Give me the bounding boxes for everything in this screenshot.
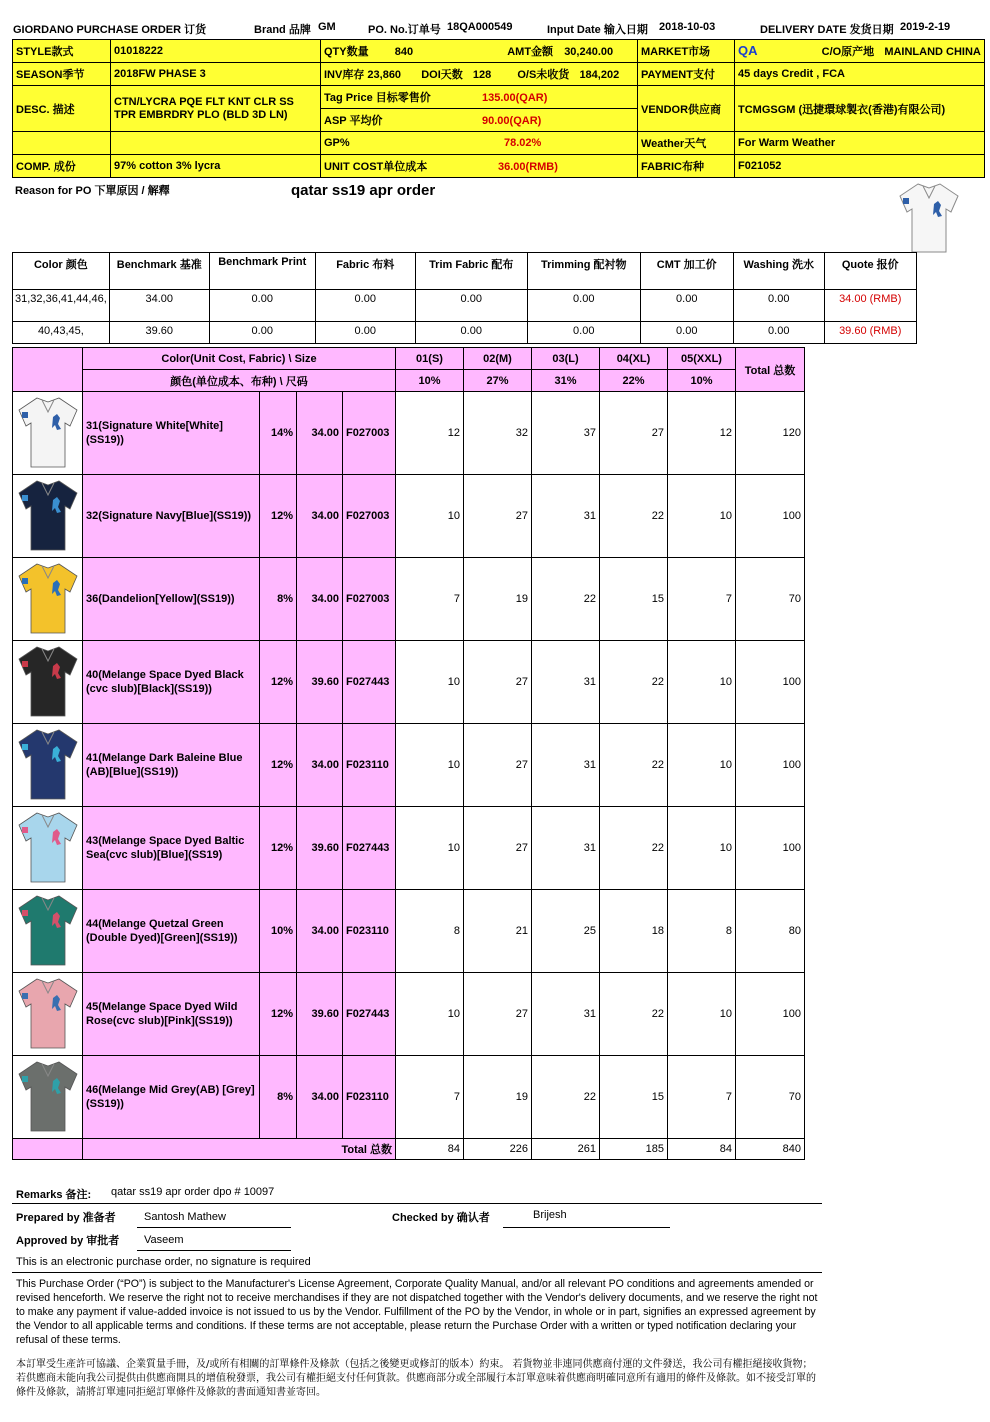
cost-value-cell: 0.00 bbox=[209, 290, 315, 322]
cost-column-header: Benchmark 基准 bbox=[109, 253, 209, 290]
size-total: 84 bbox=[396, 1139, 464, 1160]
payment-value: 45 days Credit , FCA bbox=[735, 63, 985, 86]
size-header: 03(L) bbox=[532, 348, 600, 370]
size-header: 04(XL) bbox=[600, 348, 668, 370]
empty-cell bbox=[111, 132, 321, 155]
fabric-code: F027003 bbox=[343, 475, 396, 558]
size-quantity: 12 bbox=[396, 392, 464, 475]
row-total: 70 bbox=[736, 1056, 805, 1139]
inv-cell bbox=[321, 63, 638, 86]
size-quantity: 22 bbox=[600, 724, 668, 807]
vendor-value: TCMGSGM (迅捷環球製衣(香港)有限公司) bbox=[735, 86, 985, 132]
cost-value-cell: 0.00 bbox=[415, 322, 527, 344]
os-value: 184,202 bbox=[579, 69, 620, 81]
color-size-header: Color(Unit Cost, Fabric) \ Size bbox=[83, 348, 396, 370]
co-value: MAINLAND CHINA bbox=[884, 46, 981, 58]
unit-cost: 34.00 bbox=[297, 1056, 343, 1139]
weather-value: For Warm Weather bbox=[735, 132, 985, 155]
size-quantity: 31 bbox=[532, 724, 600, 807]
color-name: 41(Melange Dark Baleine Blue (AB)[Blue](SS19)) bbox=[83, 724, 260, 807]
gp-cell bbox=[321, 132, 638, 155]
signature-line bbox=[503, 1227, 670, 1228]
polo-shirt-image bbox=[16, 393, 80, 471]
fabric-label: FABRIC布种 bbox=[638, 155, 735, 178]
color-share-percent: 12% bbox=[260, 973, 297, 1056]
color-image-cell bbox=[13, 724, 83, 807]
divider bbox=[12, 1203, 822, 1204]
size-quantity: 31 bbox=[532, 641, 600, 724]
color-share-percent: 8% bbox=[260, 1056, 297, 1139]
cost-value-cell: 0.00 bbox=[733, 290, 824, 322]
row-total: 100 bbox=[736, 807, 805, 890]
table-row bbox=[13, 973, 805, 1056]
unit-cost: 39.60 bbox=[297, 641, 343, 724]
table-row bbox=[13, 392, 805, 475]
size-quantity: 22 bbox=[600, 807, 668, 890]
size-quantity: 10 bbox=[396, 475, 464, 558]
table-row bbox=[13, 890, 805, 973]
fabric-code: F023110 bbox=[343, 890, 396, 973]
style-value: 01018222 bbox=[111, 40, 321, 63]
tag-price-value: 135.00(QAR) bbox=[482, 92, 548, 104]
polo-shirt-image bbox=[16, 891, 80, 969]
reason-value: qatar ss19 apr order bbox=[291, 182, 436, 199]
size-quantity: 7 bbox=[668, 558, 736, 641]
signature-line bbox=[137, 1227, 291, 1228]
vendor-label: VENDOR供应商 bbox=[638, 86, 735, 132]
color-share-percent: 10% bbox=[260, 890, 297, 973]
po-info-grid bbox=[12, 39, 985, 178]
comp-label: COMP. 成份 bbox=[13, 155, 111, 178]
unit-cost-label: UNIT COST单位成本 bbox=[324, 161, 428, 173]
electronic-po-note: This is an electronic purchase order, no signature is required bbox=[16, 1256, 311, 1268]
size-quantity: 27 bbox=[464, 724, 532, 807]
size-quantity: 10 bbox=[396, 724, 464, 807]
cost-value-cell: 0.00 bbox=[415, 290, 527, 322]
delivery-date-label: DELIVERY DATE 发货日期 bbox=[760, 24, 894, 36]
polo-shirt-image bbox=[16, 476, 80, 554]
size-total: 226 bbox=[464, 1139, 532, 1160]
color-name: 43(Melange Space Dyed Baltic Sea(cvc slub)[Blue](SS19) bbox=[83, 807, 260, 890]
cost-value-cell: 34.00 bbox=[109, 290, 209, 322]
cost-value-cell: 0.00 bbox=[527, 322, 640, 344]
desc-value: CTN/LYCRA PQE FLT KNT CLR SS TPR EMBRDRY PLO (BLD 3D LN) bbox=[111, 86, 321, 132]
size-quantity: 22 bbox=[532, 1056, 600, 1139]
unit-cost-cell bbox=[321, 155, 638, 178]
unit-cost: 34.00 bbox=[297, 475, 343, 558]
fabric-code: F027443 bbox=[343, 973, 396, 1056]
size-ratio: 31% bbox=[532, 370, 600, 392]
approved-by-value: Vaseem bbox=[144, 1234, 184, 1246]
brand-value: GM bbox=[318, 21, 336, 33]
fabric-code: F023110 bbox=[343, 1056, 396, 1139]
size-quantity: 18 bbox=[600, 890, 668, 973]
size-quantity: 7 bbox=[668, 1056, 736, 1139]
fabric-code: F027443 bbox=[343, 807, 396, 890]
asp-value: 90.00(QAR) bbox=[482, 115, 542, 127]
size-quantity: 8 bbox=[396, 890, 464, 973]
size-quantity: 21 bbox=[464, 890, 532, 973]
cost-value-cell: 0.00 bbox=[315, 322, 415, 344]
gp-label: GP% bbox=[324, 137, 350, 149]
prepared-by-label: Prepared by 准备者 bbox=[16, 1212, 116, 1224]
divider bbox=[12, 1272, 822, 1273]
payment-label: PAYMENT支付 bbox=[638, 63, 735, 86]
color-share-percent: 8% bbox=[260, 558, 297, 641]
approved-by-label: Approved by 审批者 bbox=[16, 1235, 120, 1247]
size-quantity: 27 bbox=[464, 641, 532, 724]
color-image-cell bbox=[13, 641, 83, 724]
color-name: 46(Melange Mid Grey(AB) [Grey](SS19)) bbox=[83, 1056, 260, 1139]
color-image-cell bbox=[13, 973, 83, 1056]
color-name: 40(Melange Space Dyed Black (cvc slub)[Black](SS19)) bbox=[83, 641, 260, 724]
cost-column-header: Washing 洗水 bbox=[733, 253, 824, 290]
size-header: 05(XXL) bbox=[668, 348, 736, 370]
size-quantity: 19 bbox=[464, 1056, 532, 1139]
cost-color-cell: 31,32,36,41,44,46, bbox=[13, 290, 110, 322]
row-total: 80 bbox=[736, 890, 805, 973]
po-label: PO. No.订单号 bbox=[368, 24, 441, 36]
size-quantity: 7 bbox=[396, 558, 464, 641]
checked-by-value: Brijesh bbox=[533, 1209, 567, 1221]
size-quantity: 31 bbox=[532, 807, 600, 890]
color-size-header-zh: 颜色(单位成本、布种) \ 尺码 bbox=[83, 370, 396, 392]
input-date-value: 2018-10-03 bbox=[659, 21, 716, 33]
size-quantity: 27 bbox=[464, 807, 532, 890]
cost-value-cell: 0.00 bbox=[733, 322, 824, 344]
polo-shirt-image bbox=[16, 974, 80, 1052]
size-quantity: 10 bbox=[668, 807, 736, 890]
color-name: 31(Signature White[White](SS19)) bbox=[83, 392, 260, 475]
size-quantity: 10 bbox=[668, 724, 736, 807]
cost-column-header: CMT 加工价 bbox=[640, 253, 733, 290]
prepared-by-value: Santosh Mathew bbox=[144, 1211, 226, 1223]
desc-label: DESC. 描述 bbox=[13, 86, 111, 132]
remarks-label: Remarks 备注: bbox=[16, 1189, 92, 1201]
doi-label: DOI天数 bbox=[421, 69, 463, 81]
signature-line bbox=[137, 1250, 291, 1251]
polo-shirt-image bbox=[16, 725, 80, 803]
size-header: 01(S) bbox=[396, 348, 464, 370]
delivery-date-value: 2019-2-19 bbox=[900, 21, 951, 33]
qty-value: 840 bbox=[394, 46, 414, 58]
size-quantity: 31 bbox=[532, 475, 600, 558]
terms-english: This Purchase Order (“PO”) is subject to the Manufacturer's License Agreement, Corporate Quality Manual, and/or all relevant PO conditions and agreements amended or revised henceforth. We reserve the right not to receive merchandises if they are not dispatched together with the Vendor's delivery documents, and we reserve the right not to make any payment if value-added invoice is not issued to us by the Vendor. Fulfillment of the PO by the Vendor, in whole or in part, signifies an expressed agreement by the Vendor to all applicable terms and conditions. If these terms are not acceptable, please return the Purchase Order with a written or typed notification declaring your refusal of these terms. bbox=[16, 1278, 818, 1346]
cost-breakdown-table bbox=[12, 252, 917, 344]
color-image-cell bbox=[13, 890, 83, 973]
size-quantity: 37 bbox=[532, 392, 600, 475]
cost-color-cell: 40,43,45, bbox=[13, 322, 110, 344]
cost-column-header: Trim Fabric 配布 bbox=[415, 253, 527, 290]
size-quantity: 10 bbox=[668, 475, 736, 558]
color-image-cell bbox=[13, 807, 83, 890]
asp-label: ASP 平均价 bbox=[324, 115, 383, 127]
market-value: QA bbox=[738, 43, 758, 58]
size-quantity: 25 bbox=[532, 890, 600, 973]
color-image-cell bbox=[13, 1056, 83, 1139]
fabric-value: F021052 bbox=[735, 155, 985, 178]
cost-value-cell: 0.00 bbox=[527, 290, 640, 322]
size-quantity: 27 bbox=[600, 392, 668, 475]
size-quantity: 15 bbox=[600, 558, 668, 641]
cost-column-header: Fabric 布料 bbox=[315, 253, 415, 290]
fabric-code: F027443 bbox=[343, 641, 396, 724]
cost-value-cell: 34.00 (RMB) bbox=[824, 290, 916, 322]
grand-total: 840 bbox=[736, 1139, 805, 1160]
size-total: 261 bbox=[532, 1139, 600, 1160]
size-quantity: 10 bbox=[396, 641, 464, 724]
size-total: 185 bbox=[600, 1139, 668, 1160]
color-name: 44(Melange Quetzal Green (Double Dyed)[Green](SS19)) bbox=[83, 890, 260, 973]
size-header: 02(M) bbox=[464, 348, 532, 370]
cost-column-header: Quote 报价 bbox=[824, 253, 916, 290]
cost-value-cell: 39.60 (RMB) bbox=[824, 322, 916, 344]
size-quantity: 10 bbox=[668, 641, 736, 724]
amt-value: 30,240.00 bbox=[564, 46, 614, 58]
color-share-percent: 12% bbox=[260, 807, 297, 890]
table-row bbox=[13, 807, 805, 890]
unit-cost: 34.00 bbox=[297, 724, 343, 807]
doi-value: 128 bbox=[472, 69, 492, 81]
style-label: STYLE款式 bbox=[13, 40, 111, 63]
order-size-table bbox=[12, 347, 805, 1160]
gp-value: 78.02% bbox=[504, 137, 542, 149]
cost-column-header: Color 颜色 bbox=[13, 253, 110, 290]
size-quantity: 22 bbox=[600, 641, 668, 724]
product-thumbnail-image bbox=[896, 178, 962, 258]
reason-label: Reason for PO 下單原因 / 解釋 bbox=[15, 185, 170, 197]
cost-column-header: Benchmark Print bbox=[209, 253, 315, 290]
os-label: O/S未收货 bbox=[517, 69, 570, 81]
size-quantity: 10 bbox=[396, 973, 464, 1056]
brand-label: Brand 品牌 bbox=[254, 24, 311, 36]
size-ratio: 22% bbox=[600, 370, 668, 392]
color-name: 45(Melange Space Dyed Wild Rose(cvc slub)[Pink](SS19)) bbox=[83, 973, 260, 1056]
market-co-cell bbox=[735, 40, 985, 63]
table-row bbox=[13, 1056, 805, 1139]
season-label: SEASON季节 bbox=[13, 63, 111, 86]
row-total: 100 bbox=[736, 724, 805, 807]
table-row bbox=[13, 724, 805, 807]
inv-label: INV库存 bbox=[324, 69, 365, 81]
size-total: 84 bbox=[668, 1139, 736, 1160]
season-value: 2018FW PHASE 3 bbox=[111, 63, 321, 86]
qty-amt-cell bbox=[321, 40, 638, 63]
polo-shirt-image bbox=[16, 642, 80, 720]
fabric-code: F023110 bbox=[343, 724, 396, 807]
color-name: 36(Dandelion[Yellow](SS19)) bbox=[83, 558, 260, 641]
polo-shirt-image bbox=[16, 1057, 80, 1135]
color-share-percent: 12% bbox=[260, 641, 297, 724]
color-image-cell bbox=[13, 392, 83, 475]
table-row bbox=[13, 475, 805, 558]
tag-price-label: Tag Price 目标零售价 bbox=[324, 92, 431, 104]
color-image-cell bbox=[13, 475, 83, 558]
image-header-cell bbox=[13, 348, 83, 392]
size-quantity: 22 bbox=[532, 558, 600, 641]
size-quantity: 10 bbox=[396, 807, 464, 890]
size-ratio: 10% bbox=[668, 370, 736, 392]
size-ratio: 27% bbox=[464, 370, 532, 392]
row-total: 70 bbox=[736, 558, 805, 641]
polo-shirt-image bbox=[16, 559, 80, 637]
unit-cost: 34.00 bbox=[297, 890, 343, 973]
input-date-label: Input Date 输入日期 bbox=[547, 24, 648, 36]
size-quantity: 8 bbox=[668, 890, 736, 973]
size-quantity: 7 bbox=[396, 1056, 464, 1139]
size-quantity: 12 bbox=[668, 392, 736, 475]
inv-value: 23,860 bbox=[367, 69, 402, 81]
polo-shirt-image bbox=[16, 808, 80, 886]
row-total: 100 bbox=[736, 973, 805, 1056]
size-quantity: 27 bbox=[464, 973, 532, 1056]
amt-label: AMT金额 bbox=[507, 46, 554, 58]
asp-cell bbox=[321, 109, 638, 132]
cost-value-cell: 0.00 bbox=[640, 290, 733, 322]
table-row bbox=[13, 641, 805, 724]
size-quantity: 19 bbox=[464, 558, 532, 641]
size-quantity: 10 bbox=[668, 973, 736, 1056]
color-share-percent: 14% bbox=[260, 392, 297, 475]
size-quantity: 22 bbox=[600, 973, 668, 1056]
tag-price-cell bbox=[321, 86, 638, 109]
size-quantity: 32 bbox=[464, 392, 532, 475]
row-total: 100 bbox=[736, 475, 805, 558]
cost-value-cell: 0.00 bbox=[315, 290, 415, 322]
fabric-code: F027003 bbox=[343, 558, 396, 641]
size-ratio: 10% bbox=[396, 370, 464, 392]
terms-chinese: 本訂單受生產許可協議、企業質量手冊，及/或所有相關的訂單條件及條款（包括之後變更或修訂的版本）約束。 若貨物並非連同供應商付運的文件發送，我公司有權拒絕接收貨物；若供應商未能向我公司提供由供應商開具的增值稅發票，我公司有權拒絕支付任何貨款。供應商部分或全部履行本訂單意味着供應商明確同意所有適用的條件及條款。如不接受訂單的條件及條款，請將訂單連同拒絕訂單條件及條款的書面通知書並寄回。 bbox=[16, 1359, 816, 1398]
page-title: GIORDANO PURCHASE ORDER 订货 bbox=[13, 24, 207, 36]
color-name: 32(Signature Navy[Blue](SS19)) bbox=[83, 475, 260, 558]
po-value: 18QA000549 bbox=[447, 21, 513, 33]
total-header: Total 总数 bbox=[736, 348, 805, 392]
color-image-cell bbox=[13, 558, 83, 641]
co-label: C/O原产地 bbox=[821, 46, 875, 58]
totals-label: Total 总数 bbox=[83, 1139, 396, 1160]
comp-value: 97% cotton 3% lycra bbox=[111, 155, 321, 178]
unit-cost-value: 36.00(RMB) bbox=[498, 161, 558, 173]
size-quantity: 22 bbox=[600, 475, 668, 558]
qty-label: QTY数量 bbox=[324, 46, 369, 58]
totals-row bbox=[13, 1139, 805, 1160]
market-label: MARKET市场 bbox=[638, 40, 735, 63]
row-total: 100 bbox=[736, 641, 805, 724]
empty-cell bbox=[13, 132, 111, 155]
cost-value-cell: 0.00 bbox=[209, 322, 315, 344]
size-quantity: 31 bbox=[532, 973, 600, 1056]
color-share-percent: 12% bbox=[260, 475, 297, 558]
checked-by-label: Checked by 确认者 bbox=[392, 1212, 490, 1224]
unit-cost: 34.00 bbox=[297, 392, 343, 475]
cost-column-header: Trimming 配衬物 bbox=[527, 253, 640, 290]
weather-label: Weather天气 bbox=[638, 132, 735, 155]
totals-empty-cell bbox=[13, 1139, 83, 1160]
unit-cost: 39.60 bbox=[297, 973, 343, 1056]
color-share-percent: 12% bbox=[260, 724, 297, 807]
table-row bbox=[13, 558, 805, 641]
unit-cost: 34.00 bbox=[297, 558, 343, 641]
size-quantity: 27 bbox=[464, 475, 532, 558]
fabric-code: F027003 bbox=[343, 392, 396, 475]
row-total: 120 bbox=[736, 392, 805, 475]
remarks-value: qatar ss19 apr order dpo # 10097 bbox=[111, 1186, 275, 1198]
size-quantity: 15 bbox=[600, 1056, 668, 1139]
cost-value-cell: 39.60 bbox=[109, 322, 209, 344]
cost-value-cell: 0.00 bbox=[640, 322, 733, 344]
unit-cost: 39.60 bbox=[297, 807, 343, 890]
